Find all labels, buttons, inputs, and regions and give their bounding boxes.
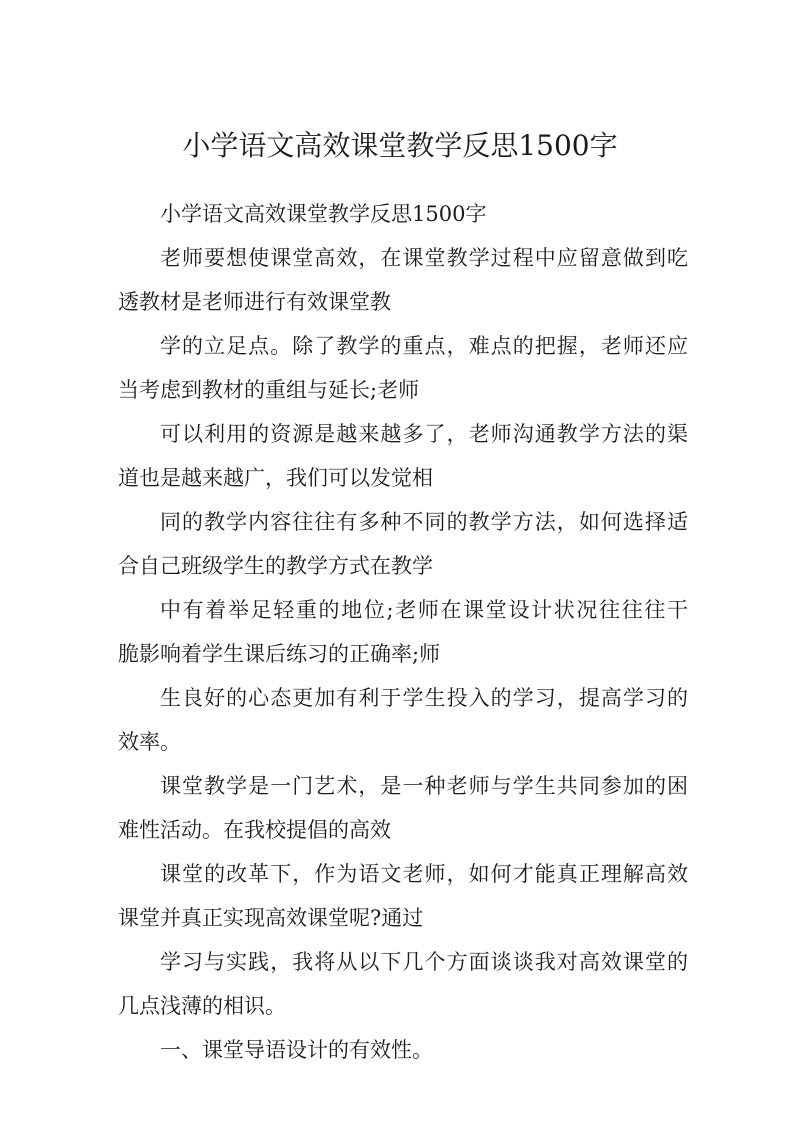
paragraph-line: 脆影响着学生课后练习的正确率;师 <box>118 642 441 666</box>
paragraph-line: 几点浅薄的相识。 <box>118 994 286 1018</box>
paragraph-line: 同的教学内容往往有多种不同的教学方法，如何选择适 <box>160 510 688 534</box>
paragraph-6 <box>118 588 688 676</box>
paragraph-line: 透教材是老师进行有效课堂教 <box>118 290 391 314</box>
paragraph-4 <box>118 412 688 500</box>
paragraph-1 <box>118 192 688 236</box>
paragraph-11 <box>118 1028 688 1072</box>
paragraph-line: 道也是越来越广，我们可以发觉相 <box>118 466 433 490</box>
paragraph-line: 学习与实践，我将从以下几个方面谈谈我对高效课堂的 <box>160 950 688 974</box>
paragraph-10 <box>118 940 688 1028</box>
paragraph-line: 可以利用的资源是越来越多了，老师沟通教学方法的渠 <box>160 422 688 446</box>
paragraph-5 <box>118 500 688 588</box>
paragraph-3 <box>118 324 688 412</box>
paragraph-line: 效率。 <box>118 730 181 754</box>
paragraph-line: 学的立足点。除了教学的重点，难点的把握，老师还应 <box>160 334 688 358</box>
paragraph-line: 生良好的心态更加有利于学生投入的学习，提高学习的 <box>160 686 688 710</box>
document-title: 小学语文高效课堂教学反思1500字 <box>182 129 618 162</box>
paragraph-line: 小学语文高效课堂教学反思1500字 <box>160 202 487 226</box>
paragraph-line: 老师要想使课堂高效，在课堂教学过程中应留意做到吃 <box>160 246 688 270</box>
paragraph-7 <box>118 676 688 764</box>
paragraph-8 <box>118 764 688 852</box>
paragraph-line: 合自己班级学生的教学方式在教学 <box>118 554 433 578</box>
paragraph-line: 一、课堂导语设计的有效性。 <box>160 1038 433 1062</box>
paragraph-9 <box>118 852 688 940</box>
paragraph-line: 当考虑到教材的重组与延长;老师 <box>118 378 420 402</box>
paragraph-line: 难性活动。在我校提倡的高效 <box>118 818 391 842</box>
paragraph-line: 课堂并真正实现高效课堂呢?通过 <box>118 906 424 930</box>
paragraph-line: 课堂的改革下，作为语文老师，如何才能真正理解高效 <box>160 862 688 886</box>
paragraph-line: 中有着举足轻重的地位;老师在课堂设计状况往往往干 <box>160 598 688 622</box>
paragraph-line: 课堂教学是一门艺术，是一种老师与学生共同参加的困 <box>160 774 688 798</box>
paragraph-2 <box>118 236 688 324</box>
